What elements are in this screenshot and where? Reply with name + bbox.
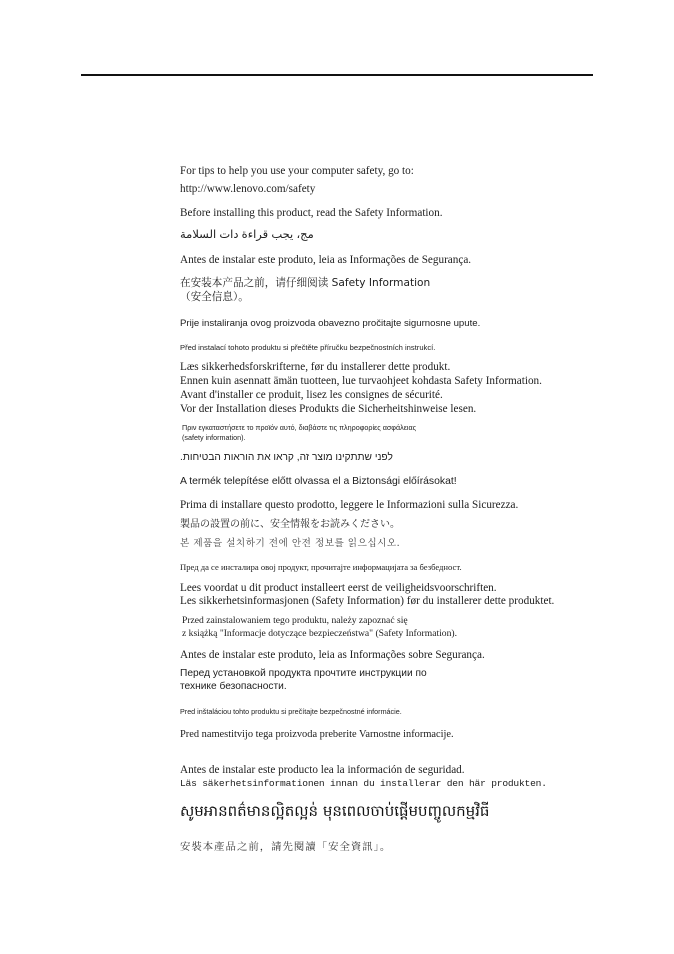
notice-polish: Przed zainstalowaniem tego produktu, należy zapoznać się — [182, 615, 408, 626]
notice-italian: Prima di installare questo prodotto, leggere le Informazioni sulla Sicurezza. — [180, 499, 519, 511]
notice-french: Avant d'installer ce produit, lisez les consignes de sécurité. — [180, 389, 443, 401]
notice-polish-cont: z książką "Informacje dotyczące bezpieczeństwa" (Safety Information). — [182, 628, 457, 639]
notice-slovenian: Pred namestitvijo tega proizvoda preberite Varnostne informacije. — [180, 729, 454, 740]
notice-arabic: مج، يجب قراءة دات السلامة — [180, 229, 314, 241]
safety-tips-text: For tips to help you use your computer safety, go to: — [180, 165, 414, 177]
notice-czech: Před instalací tohoto produktu si přečtěte příručku bezpečnostních instrukcí. — [180, 343, 436, 352]
notice-portuguese: Antes de instalar este produto, leia as Informações sobre Segurança. — [180, 649, 485, 661]
notice-danish: Læs sikkerhedsforskrifterne, før du installerer dette produkt. — [180, 361, 451, 373]
notice-hebrew: לפני שתתקינו מוצר זה, קראו את הוראות הבטיחות. — [180, 452, 393, 463]
notice-macedonian: Пред да се инсталира овој продукт, прочитајте информацијата за безбедност. — [180, 562, 462, 572]
notice-german: Vor der Installation dieses Produkts die Sicherheitshinweise lesen. — [180, 403, 477, 415]
notice-chinese-simplified: 在安装本产品之前，请仔细阅读 Safety Information — [180, 277, 431, 289]
notice-khmer: សូមអានពត៌មានល្អិតល្អន់ មុនពេលចាប់ផ្តើមបញ្ចូលកម្មវិធី — [180, 802, 490, 820]
notice-slovak: Pred inštaláciou tohto produktu si prečítajte bezpečnostné informácie. — [180, 707, 402, 716]
notice-swedish: Läs säkerhetsinformationen innan du installerar den här produkten. — [180, 778, 547, 789]
notice-greek-cont: (safety information). — [182, 433, 246, 442]
notice-croatian: Prije instaliranja ovog proizvoda obavezno pročitajte sigurnosne upute. — [180, 318, 481, 329]
notice-portuguese-br: Antes de instalar este produto, leia as Informações de Segurança. — [180, 254, 472, 266]
notice-greek: Πριν εγκαταστήσετε το προϊόν αυτό, διαβάστε τις πληροφορίες ασφάλειας — [182, 423, 417, 432]
notice-chinese-traditional: 安裝本產品之前，請先閱讀「安全資訊」。 — [180, 841, 392, 853]
notice-japanese: 製品の設置の前に、安全情報をお読みください。 — [180, 519, 400, 530]
notice-english: Before installing this product, read the Safety Information. — [180, 207, 443, 219]
notice-norwegian: Les sikkerhetsinformasjonen (Safety Information) før du installerer dette produktet. — [180, 595, 555, 607]
notice-russian: Перед установкой продукта прочтите инструкции по — [180, 668, 427, 679]
notice-hungarian: A termék telepítése előtt olvassa el a Biztonsági előírásokat! — [180, 476, 457, 487]
notice-spanish: Antes de instalar este producto lea la información de seguridad. — [180, 764, 465, 776]
safety-url: http://www.lenovo.com/safety — [180, 183, 316, 195]
notice-chinese-simplified-cont: （安全信息）。 — [180, 291, 249, 303]
top-rule — [81, 74, 593, 76]
notice-dutch: Lees voordat u dit product installeert eerst de veiligheidsvoorschriften. — [180, 582, 497, 594]
notice-russian-cont: технике безопасности. — [180, 681, 287, 692]
notice-korean: 본 제품을 설치하기 전에 안전 정보를 읽으십시오. — [180, 538, 401, 549]
notice-finnish: Ennen kuin asennatt ämän tuotteen, lue turvaohjeet kohdasta Safety Information. — [180, 375, 542, 387]
